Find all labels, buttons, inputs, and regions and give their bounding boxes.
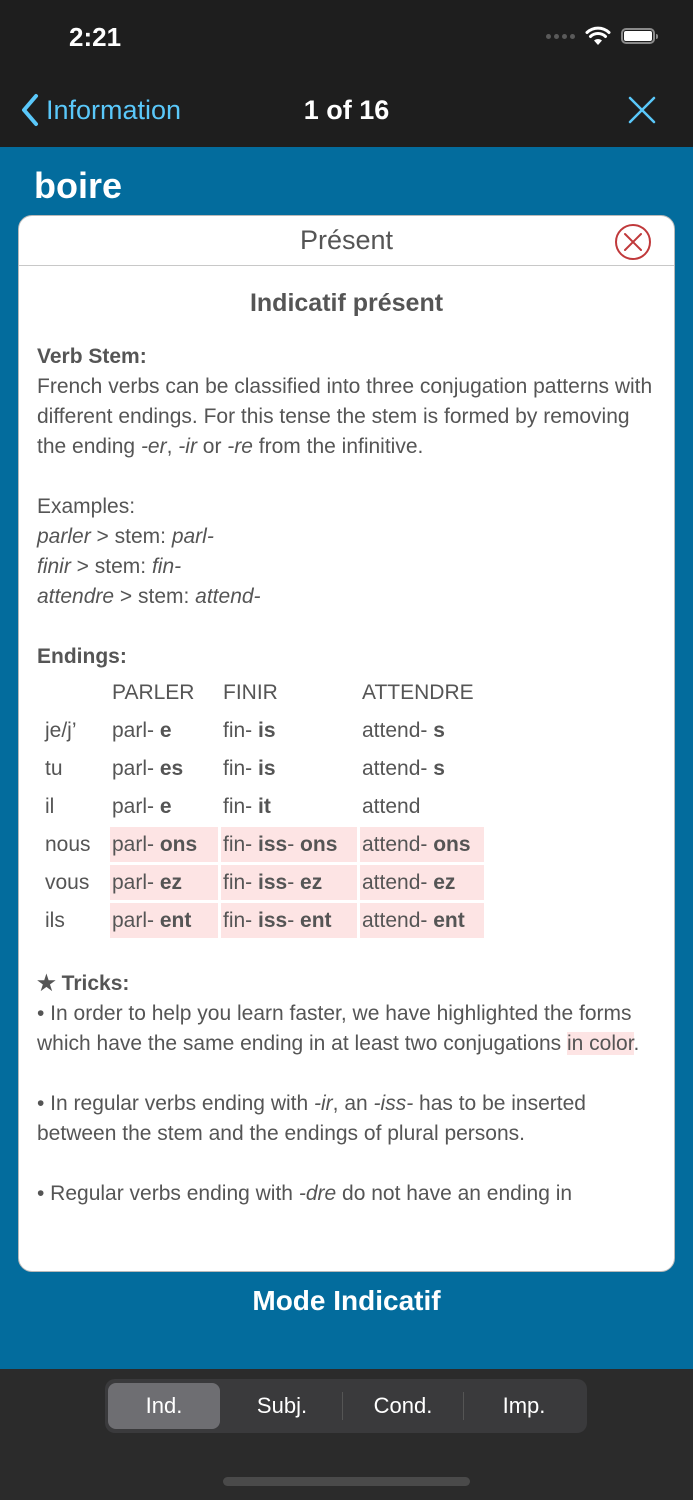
tricks-section — [37, 969, 656, 1209]
table-row — [42, 865, 484, 900]
page-counter: 1 of 16 — [303, 95, 390, 125]
cell-parler: parl- e — [112, 794, 172, 818]
home-indicator[interactable] — [223, 1477, 470, 1486]
example-infinitive: attendre — [37, 585, 115, 608]
example-infinitive: parler — [37, 525, 91, 548]
pronoun: vous — [45, 870, 90, 894]
endings-section — [37, 642, 656, 941]
tense-info-card[interactable] — [18, 215, 675, 1272]
verb-title: boire — [34, 165, 123, 206]
ending-ir: -ir — [178, 435, 197, 458]
cell-finir: fin- iss- ons — [221, 827, 357, 862]
table-row — [42, 751, 484, 786]
endings-table — [39, 672, 487, 941]
cell-finir: fin- it — [223, 794, 271, 818]
cell-finir: fin- is — [223, 756, 276, 780]
segment-subj[interactable]: Subj. — [256, 1393, 308, 1418]
close-icon — [627, 95, 657, 125]
cell-parler: parl- ons — [110, 827, 218, 862]
pronoun: nous — [45, 832, 91, 856]
segment-imp[interactable]: Imp. — [502, 1393, 546, 1418]
card-body[interactable] — [19, 266, 674, 1209]
table-row — [42, 789, 484, 824]
cell-finir: fin- iss- ez — [221, 865, 357, 900]
ending-re: -re — [227, 435, 253, 458]
cell-attendre: attend- ent — [360, 903, 484, 938]
pronoun: tu — [45, 756, 63, 780]
verb-stem-section — [37, 342, 656, 462]
examples-section — [37, 492, 656, 612]
ending-er: -er — [140, 435, 167, 458]
tricks-heading: ★ Tricks: — [37, 972, 130, 995]
pronoun: ils — [45, 908, 65, 932]
mode-title: Mode Indicatif — [252, 1285, 441, 1316]
cell-parler: parl- e — [112, 718, 172, 742]
close-button[interactable] — [627, 95, 657, 130]
column-header: PARLER — [112, 680, 195, 704]
example-mid: > stem: — [70, 555, 152, 578]
example-infinitive: finir — [37, 555, 71, 578]
separator: , — [166, 435, 179, 458]
status-icons — [546, 26, 655, 46]
battery-icon — [621, 28, 655, 44]
highlight-sample: in color — [567, 1032, 634, 1055]
mood-segmented-control[interactable] — [105, 1379, 587, 1433]
pronoun: je/j’ — [45, 718, 77, 742]
example-mid: > stem: — [90, 525, 172, 548]
column-header: ATTENDRE — [362, 680, 474, 704]
back-button-label: Information — [46, 94, 182, 125]
signal-dots-icon — [546, 34, 575, 39]
cell-attendre: attend- s — [362, 756, 445, 780]
cell-attendre: attend- s — [362, 718, 445, 742]
cell-attendre: attend- ons — [360, 827, 484, 862]
cell-parler: parl- ent — [110, 903, 218, 938]
example-stem: fin- — [151, 555, 182, 578]
verb-stem-heading: Verb Stem: — [37, 345, 147, 368]
cell-parler: parl- es — [112, 756, 184, 780]
cell-finir: fin- is — [223, 718, 276, 742]
cell-finir: fin- iss- ent — [221, 903, 357, 938]
table-row — [42, 903, 484, 938]
trick-item: • In regular verbs ending with -ir, an -iss- has to be inserted between the stem and the endings of plural persons. — [37, 1092, 586, 1145]
cell-attendre: attend — [362, 794, 421, 818]
segment-ind[interactable]: Ind. — [108, 1383, 220, 1429]
table-row — [42, 713, 484, 748]
status-bar — [0, 0, 693, 75]
cell-parler: parl- ez — [110, 865, 218, 900]
main-content — [0, 147, 693, 1369]
circle-x-icon — [614, 223, 652, 261]
example-stem: parl- — [171, 525, 214, 548]
example-item — [37, 582, 656, 612]
trick-item: • In order to help you learn faster, we have highlighted the forms which have the same ending in at least two conjugations in color. — [37, 1002, 640, 1055]
endings-heading: Endings: — [37, 645, 127, 668]
column-header: FINIR — [223, 680, 278, 704]
trick-item: • Regular verbs ending with -dre do not have an ending in — [37, 1182, 573, 1205]
example-stem: attend- — [195, 585, 261, 608]
table-header-row — [42, 675, 484, 710]
verb-stem-text-end: from the infinitive. — [252, 435, 424, 458]
status-time: 2:21 — [69, 22, 122, 52]
example-item — [37, 522, 656, 552]
navigation-bar — [0, 75, 693, 147]
verb-stem-text: French verbs can be classified into three conjugation patterns with different endings. For this tense the stem is formed by removing the ending — [37, 375, 653, 458]
example-item — [37, 552, 656, 582]
separator: or — [196, 435, 228, 458]
examples-heading: Examples: — [37, 495, 136, 518]
segment-cond[interactable]: Cond. — [373, 1393, 433, 1418]
card-header — [19, 216, 674, 266]
pronoun: il — [45, 794, 55, 818]
example-mid: > stem: — [114, 585, 196, 608]
section-title: Indicatif présent — [249, 289, 444, 317]
cell-attendre: attend- ez — [360, 865, 484, 900]
table-row — [42, 827, 484, 862]
card-close-button[interactable] — [614, 223, 652, 266]
wifi-icon — [585, 26, 611, 46]
card-title: Présent — [299, 225, 394, 255]
